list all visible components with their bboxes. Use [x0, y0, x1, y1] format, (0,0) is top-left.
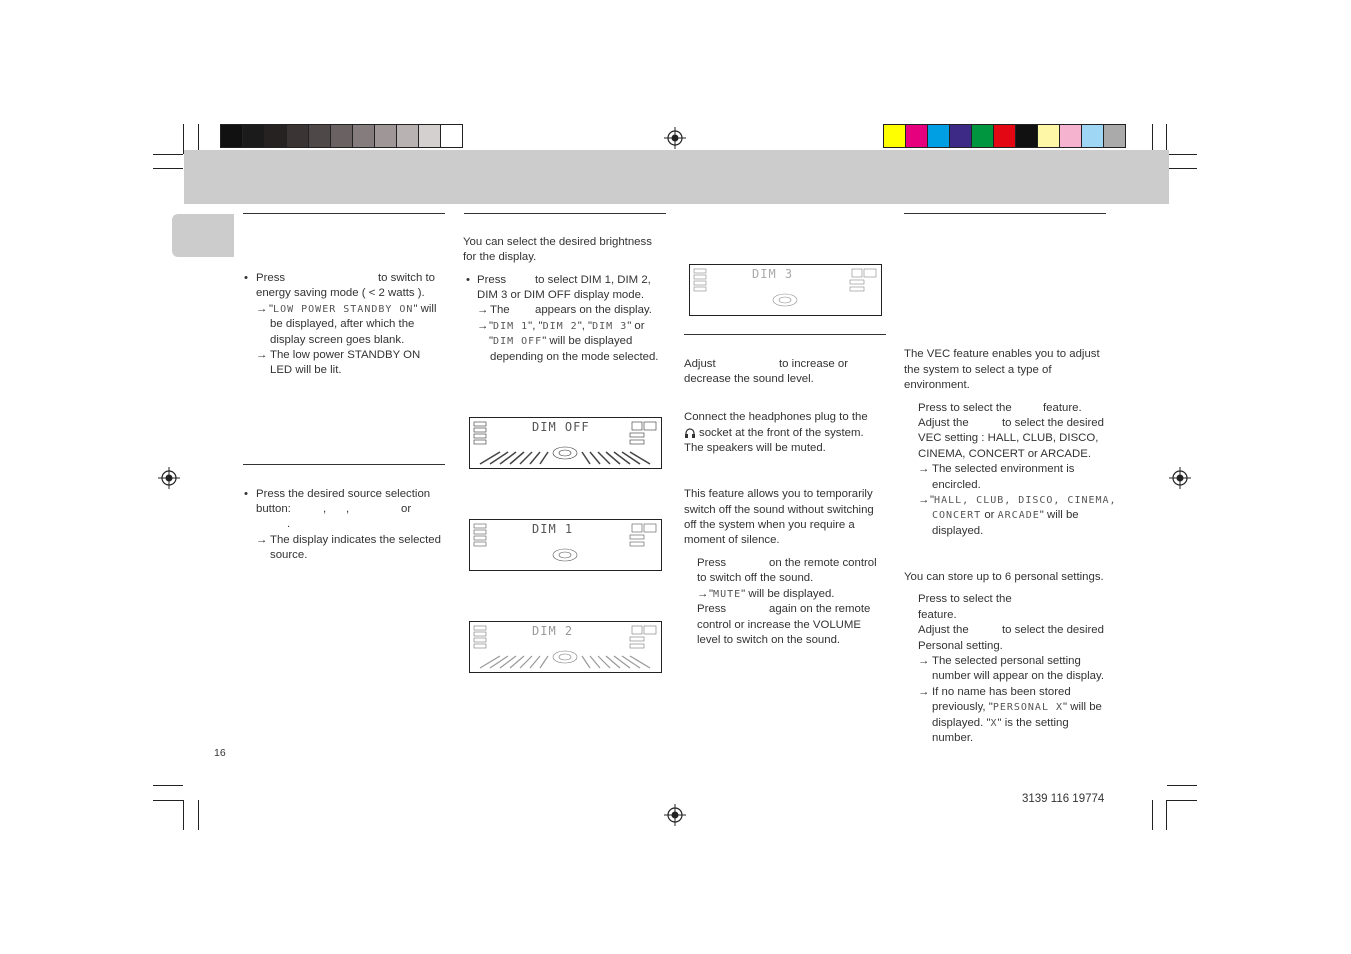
bullet: • [466, 274, 470, 286]
color-swatch [287, 125, 309, 147]
text-line: The [490, 304, 510, 316]
text-line: The speakers will be muted. [684, 442, 826, 454]
lcd-text: MUTE [713, 589, 742, 600]
text-line: displayed. "X" is the setting [932, 717, 1069, 729]
display-dim-off [469, 417, 662, 469]
color-swatch [265, 125, 287, 147]
section-rule [243, 213, 445, 214]
text-line: feature. [918, 609, 957, 621]
text-line: . [287, 518, 291, 530]
display-text: DIM OFF [532, 420, 590, 434]
lcd-text: PERSONAL X [992, 702, 1064, 713]
display-text: DIM 3 [752, 267, 794, 281]
headphones-icon [684, 427, 696, 439]
text-line: level to switch on the sound. [697, 634, 841, 646]
registration-mark-icon [158, 467, 180, 489]
text-line: Adjust [684, 358, 716, 370]
text-line: "HALL, CLUB, DISCO, CINEMA, [930, 494, 1117, 506]
text-line: VEC setting : HALL, CLUB, DISCO, [918, 432, 1099, 444]
text-line: to select the desired [1002, 417, 1104, 429]
text-line: "LOW POWER STANDBY ON" will [269, 303, 437, 315]
result-arrow: → [918, 655, 930, 667]
result-arrow: → [477, 320, 489, 332]
text-line: If no name has been stored [932, 686, 1071, 698]
color-swatch [1082, 125, 1104, 147]
text-line: "DIM 1", "DIM 2", "DIM 3" or [489, 320, 645, 332]
bullet: • [244, 272, 248, 284]
text-line: to switch to [378, 272, 435, 284]
text-line: source. [270, 549, 308, 561]
gray-color-bar [220, 124, 463, 148]
lcd-text: X [990, 718, 998, 729]
result-arrow: → [477, 304, 489, 316]
text-line: Adjust the [918, 624, 969, 636]
color-swatch [928, 125, 950, 147]
header-band [184, 150, 1169, 204]
crop-mark [153, 168, 183, 169]
text-line: This feature allows you to temporarily [684, 488, 873, 500]
text-line: control or increase the VOLUME [697, 619, 861, 631]
text-line: "DIM OFF" will be displayed [489, 335, 633, 347]
text-line: to select DIM 1, DIM 2, [535, 274, 651, 286]
text-line: , [323, 503, 327, 515]
color-swatch [375, 125, 397, 147]
text-line: Press [256, 272, 286, 284]
lcd-text: HALL, CLUB, DISCO, CINEMA, [934, 495, 1117, 506]
text-line: The selected environment is [932, 463, 1075, 475]
color-swatch [972, 125, 994, 147]
crop-mark [1167, 154, 1197, 155]
text-line: for the display. [463, 251, 537, 263]
text-line: number. [932, 732, 974, 744]
section-rule [904, 213, 1106, 214]
display-dim-3 [689, 264, 882, 316]
crop-mark [1167, 785, 1197, 786]
text-line: off the system when you require a [684, 519, 855, 531]
text-line: Press [697, 603, 727, 615]
section-rule [243, 464, 445, 465]
color-swatch [1060, 125, 1082, 147]
text-line: switch off the sound without switching [684, 504, 874, 516]
text-line: The VEC feature enables you to adjust [904, 348, 1100, 360]
text-line: moment of silence. [684, 534, 780, 546]
product-code: 3139 116 19774 [1022, 793, 1105, 805]
color-swatch [1016, 125, 1038, 147]
text-line: energy saving mode ( < 2 watts ). [256, 287, 425, 299]
crop-mark [1167, 800, 1197, 801]
result-arrow: → [256, 349, 268, 361]
result-arrow: → [918, 494, 930, 506]
text-line: You can store up to 6 personal settings. [904, 571, 1104, 583]
crop-mark [183, 800, 184, 830]
text-line: Press to select the [918, 593, 1012, 605]
text-line: to increase or [779, 358, 849, 370]
text-line: You can select the desired brightness [463, 236, 652, 248]
text-line: appears on the display. [535, 304, 652, 316]
text-line: display screen goes blank. [270, 334, 405, 346]
display-text: DIM 1 [532, 522, 574, 536]
result-arrow: → [256, 534, 268, 546]
crop-mark [198, 800, 199, 830]
result-arrow: → [256, 303, 268, 315]
text-line: , [346, 503, 350, 515]
text-line: on the remote control [769, 557, 877, 569]
crop-mark [153, 800, 183, 801]
text-line: Press [697, 557, 727, 569]
lcd-text: DIM 1 [493, 321, 529, 332]
lcd-text: DIM 3 [592, 321, 628, 332]
text-line: be displayed, after which the [270, 318, 415, 330]
result-arrow: → [918, 686, 930, 698]
lcd-text: DIM 2 [542, 321, 578, 332]
section-rule [684, 334, 886, 335]
text-line: depending on the mode selected. [490, 351, 659, 363]
registration-mark-icon [1169, 467, 1191, 489]
text-line: previously, "PERSONAL X" will be [932, 701, 1102, 713]
display-dim-2 [469, 621, 662, 673]
registration-mark-icon [664, 127, 686, 149]
color-swatch [419, 125, 441, 147]
lcd-text: LOW POWER STANDBY ON [273, 304, 414, 315]
text-line: "MUTE" will be displayed. [709, 588, 835, 600]
crop-mark [153, 154, 183, 155]
text-line: Adjust the [918, 417, 969, 429]
text-line: again on the remote [769, 603, 871, 615]
color-swatch [441, 125, 462, 147]
text-line: Press to select the [918, 402, 1012, 414]
language-tab [172, 214, 234, 257]
color-swatch [950, 125, 972, 147]
text-line: Connect the headphones plug to the [684, 411, 868, 423]
text-line: The selected personal setting [932, 655, 1081, 667]
display-text: DIM 2 [532, 624, 574, 638]
color-swatch [1104, 125, 1125, 147]
color-swatch [906, 125, 928, 147]
text-line: The display indicates the selected [270, 534, 441, 546]
text-line: to select the desired [1002, 624, 1104, 636]
color-swatch [309, 125, 331, 147]
crop-mark [1166, 800, 1167, 830]
result-arrow: → [918, 463, 930, 475]
text-line: Press [477, 274, 507, 286]
lcd-text: ARCADE [997, 510, 1040, 521]
text-line: the system to select a type of [904, 364, 1052, 376]
text-line: to switch off the sound. [697, 572, 814, 584]
text-line: LED will be lit. [270, 364, 342, 376]
text-line: socket at the front of the system. [699, 427, 864, 439]
text-line: CINEMA, CONCERT or ARCADE. [918, 448, 1091, 460]
crop-mark [153, 785, 183, 786]
text-line: or [401, 503, 412, 515]
text-line: DIM 3 or DIM OFF display mode. [477, 289, 645, 301]
color-swatch [884, 125, 906, 147]
color-swatch [243, 125, 265, 147]
text-line: Personal setting. [918, 640, 1003, 652]
color-swatch [397, 125, 419, 147]
text-line: CONCERT or ARCADE" will be [932, 509, 1079, 521]
color-swatch [994, 125, 1016, 147]
text-line: decrease the sound level. [684, 373, 814, 385]
text-line: displayed. [932, 525, 984, 537]
color-swatch [353, 125, 375, 147]
process-color-bar [883, 124, 1126, 148]
result-arrow: → [697, 588, 709, 600]
lcd-text: CONCERT [932, 510, 982, 521]
bullet: • [244, 488, 248, 500]
crop-mark [1167, 168, 1197, 169]
registration-mark-icon [664, 804, 686, 826]
text-line: feature. [1043, 402, 1082, 414]
text-line: The low power STANDBY ON [270, 349, 421, 361]
display-dim-1 [469, 519, 662, 571]
text-line: encircled. [932, 479, 981, 491]
text-line: button: [256, 503, 291, 515]
color-swatch [1038, 125, 1060, 147]
crop-mark [1152, 800, 1153, 830]
text-line: Press the desired source selection [256, 488, 431, 500]
text-line: number will appear on the display. [932, 670, 1105, 682]
section-rule [464, 213, 666, 214]
lcd-text: DIM OFF [493, 336, 543, 347]
page-number: 16 [214, 747, 226, 759]
text-line: environment. [904, 379, 970, 391]
color-swatch [331, 125, 353, 147]
color-swatch [221, 125, 243, 147]
